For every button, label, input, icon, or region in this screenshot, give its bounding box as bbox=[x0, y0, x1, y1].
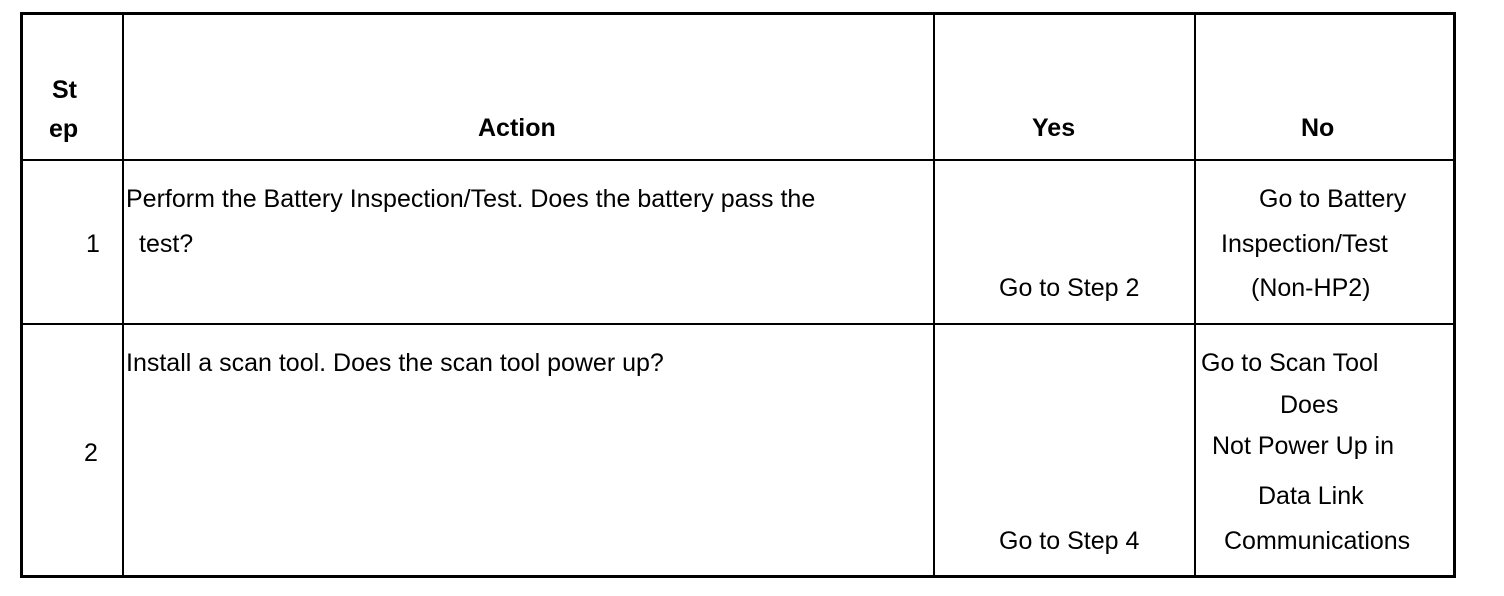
table-border-bottom bbox=[20, 575, 1456, 578]
row-step-number: 2 bbox=[84, 439, 98, 467]
table-border-right bbox=[1453, 12, 1456, 578]
table-row bbox=[23, 161, 1453, 323]
row-no-text: Go to Battery bbox=[1259, 185, 1407, 213]
row-yes-text: Go to Step 4 bbox=[999, 527, 1140, 555]
table-row bbox=[23, 325, 1453, 575]
row-yes-text: Go to Step 2 bbox=[999, 274, 1140, 302]
row-action-text: Install a scan tool. Does the scan tool power up? bbox=[126, 349, 664, 377]
header-step-line2: ep bbox=[49, 115, 79, 143]
header-step bbox=[23, 15, 122, 159]
row-no-text: (Non-HP2) bbox=[1251, 274, 1371, 302]
row-no-text: Go to Scan Tool bbox=[1201, 349, 1379, 377]
header-no: No bbox=[1301, 114, 1335, 142]
row-no-text: Not Power Up in bbox=[1212, 432, 1395, 460]
row-step-number: 1 bbox=[86, 230, 100, 258]
row-no-text: Data Link bbox=[1258, 482, 1364, 510]
row-no-text: Communications bbox=[1224, 527, 1411, 555]
row-no-text: Inspection/Test bbox=[1221, 230, 1388, 258]
header-action: Action bbox=[478, 114, 556, 142]
header-step-line1: St bbox=[52, 76, 77, 104]
row-action-text: Perform the Battery Inspection/Test. Does the battery pass the bbox=[126, 185, 816, 213]
row-action-text: test? bbox=[139, 230, 194, 258]
header-yes: Yes bbox=[1032, 114, 1076, 142]
row-no-text: Does bbox=[1280, 391, 1339, 419]
